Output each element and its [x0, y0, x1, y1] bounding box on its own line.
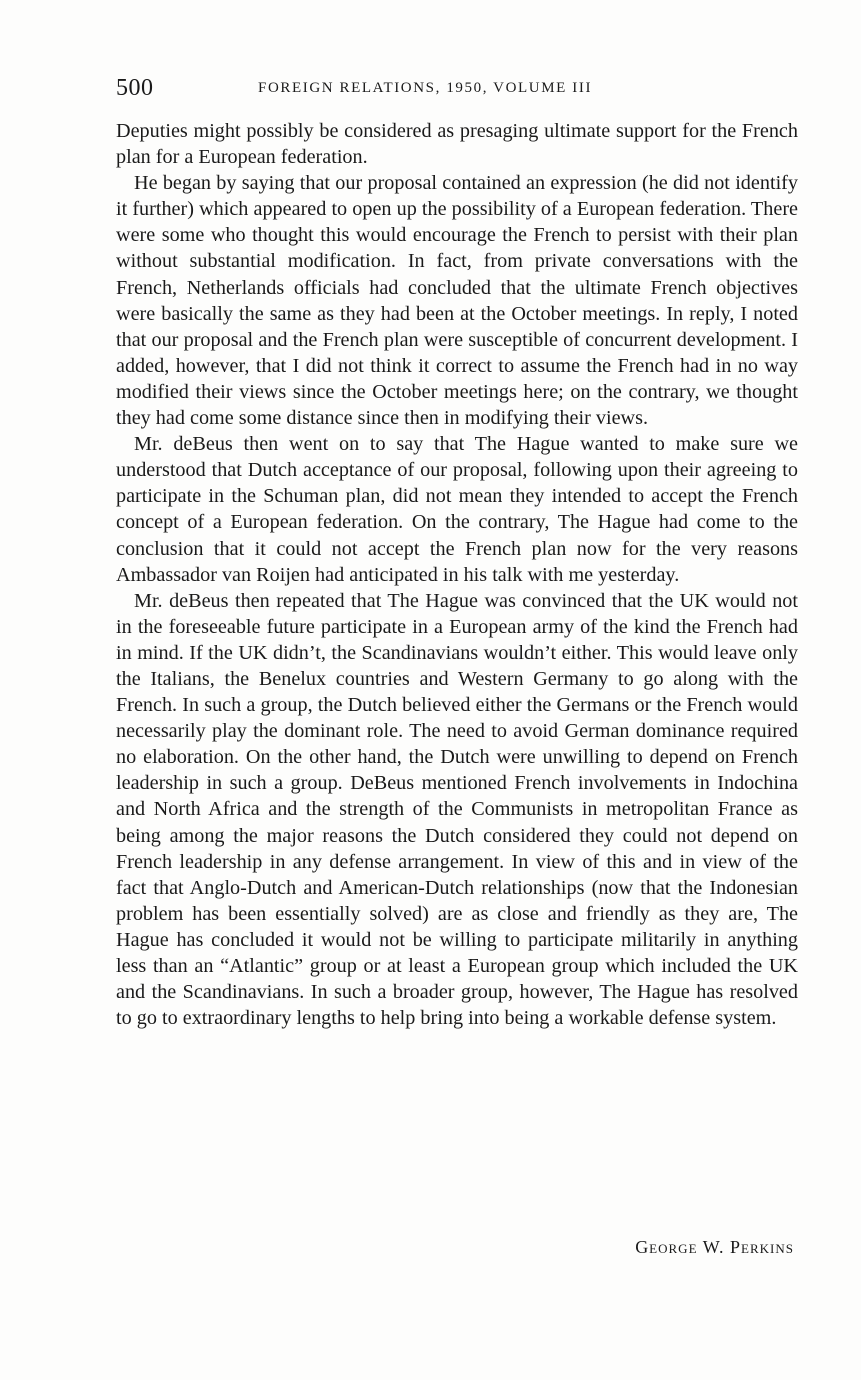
paragraph: He began by saying that our proposal contained an expression (he did not identify it further) which appeared to open up the possibility of a European federation. There were some who thought this would encourage the French to persist with their plan without substantial modification. In fact, from private conversations with the French, Netherlands officials had concluded that the ultimate French objectives were basically the same as they had been at the October meetings. In reply, I noted that our proposal and the French plan were susceptible of concurrent development. I added, however, that I did not think it correct to assume the French had in no way modified their views since the October meetings here; on the contrary, we thought they had come some distance since then in modifying their views. — [116, 172, 798, 430]
paragraph: Mr. deBeus then repeated that The Hague was convinced that the UK would not in the foreseeable future participate in a European army of the kind the French had in mind. If the UK didn’t, the Scandinavians wouldn’t either. This would leave only the Italians, the Benelux countries and Western Germany to go along with the French. In such a group, the Dutch believed either the Germans or the French would necessarily play the dominant role. The need to avoid German dominance required no elaboration. On the other hand, the Dutch were unwilling to depend on French leadership in such a group. DeBeus mentioned French involvements in Indochina and North Africa and the strength of the Communists in metropolitan France as being among the major reasons the Dutch considered they could not depend on French leadership in any defense arrangement. In view of this and in view of the fact that Anglo-Dutch and American-Dutch relationships (now that the Indonesian problem has been essentially solved) are as close and friendly as they are, The Hague has concluded it would not be willing to participate militarily in anything less than an “Atlantic” group or at least a European group which included the UK and the Scandinavians. In such a broader group, however, The Hague has resolved to go to extraordinary lengths to help bring into being a workable defense system. — [116, 589, 798, 1030]
body-text — [116, 118, 798, 1031]
page-header — [116, 73, 796, 103]
paragraph: Mr. deBeus then went on to say that The Hague wanted to make sure we understood that Dutch acceptance of our proposal, following upon their agreeing to participate in the Schuman plan, did not mean they intended to accept the French concept of a European federation. On the contrary, The Hague had come to the conclusion that it could not accept the French plan now for the very reasons Ambassador van Roijen had anticipated in his talk with me yesterday. — [116, 433, 798, 586]
paragraph-continuation: Deputies might possibly be considered as presaging ultimate support for the French plan for a European federation. — [116, 120, 798, 169]
running-head: FOREIGN RELATIONS, 1950, VOLUME III — [258, 80, 593, 96]
page-number: 500 — [116, 75, 154, 101]
signature: George W. Perkins — [635, 1237, 794, 1257]
